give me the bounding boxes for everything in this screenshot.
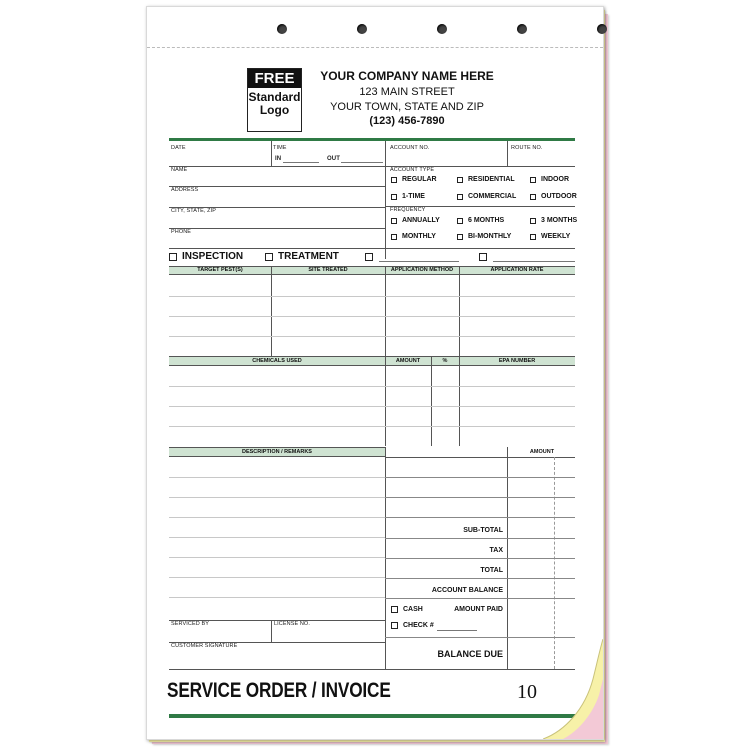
- account-balance-label: ACCOUNT BALANCE: [431, 587, 503, 594]
- divider: [507, 141, 508, 166]
- checkbox-monthly[interactable]: MONTHLY: [391, 233, 436, 240]
- divider: [385, 141, 386, 259]
- chemicals-amount-header: AMOUNT: [395, 358, 421, 364]
- site-treated-header: SITE TREATED: [308, 267, 348, 273]
- city-state-zip-label: CITY, STATE, ZIP: [171, 208, 216, 214]
- ruled-line: [169, 296, 575, 297]
- company-logo: [247, 68, 302, 132]
- frequency-label: FREQUENCY: [390, 207, 426, 213]
- check-number-line[interactable]: [437, 630, 477, 631]
- checkbox[interactable]: [457, 177, 463, 183]
- checkbox-1-time[interactable]: 1-TIME: [391, 193, 425, 200]
- checkbox[interactable]: [530, 234, 536, 240]
- ruled-line: [169, 597, 385, 598]
- amount-paid-label: AMOUNT PAID: [454, 606, 503, 613]
- checkbox-inspection[interactable]: INSPECTION: [169, 251, 243, 262]
- subtotal-label: SUB-TOTAL: [463, 527, 503, 534]
- checkbox-regular[interactable]: REGULAR: [391, 176, 437, 183]
- divider: [385, 477, 575, 478]
- chemicals-used-header: CHEMICALS USED: [252, 358, 302, 364]
- checkbox[interactable]: [391, 218, 397, 224]
- company-phone: (123) 456-7890: [369, 115, 445, 127]
- checkbox-check[interactable]: CHECK #: [391, 622, 434, 629]
- divider: [385, 598, 575, 599]
- ruled-line: [169, 336, 575, 337]
- time-out-label: OUT: [327, 156, 340, 162]
- checkbox-cash[interactable]: CASH: [391, 606, 423, 613]
- logo-logo-text: Logo: [259, 103, 290, 117]
- other-2-line[interactable]: [493, 261, 575, 262]
- divider: [385, 578, 575, 579]
- punch-hole: [277, 24, 287, 34]
- ruled-line: [169, 477, 385, 478]
- application-rate-header: APPLICATION RATE: [490, 267, 544, 273]
- checkbox-residential[interactable]: RESIDENTIAL: [457, 176, 515, 183]
- divider: [385, 266, 386, 356]
- divider: [169, 166, 575, 167]
- ruled-line: [169, 426, 575, 427]
- time-in-line[interactable]: [283, 162, 319, 163]
- checkbox-3-months[interactable]: 3 MONTHS: [530, 217, 577, 224]
- divider: [271, 620, 272, 642]
- ruled-line: [169, 537, 385, 538]
- checkbox-bi-monthly[interactable]: BI-MONTHLY: [457, 233, 511, 240]
- ruled-line: [169, 406, 575, 407]
- other-1-line[interactable]: [379, 261, 459, 262]
- divider: [385, 457, 575, 458]
- checkbox-outdoor[interactable]: OUTDOOR: [530, 193, 577, 200]
- checkbox-6-months[interactable]: 6 MONTHS: [457, 217, 504, 224]
- divider: [385, 538, 575, 539]
- checkbox-treatment[interactable]: TREATMENT: [265, 251, 339, 262]
- divider: [385, 497, 575, 498]
- divider: [385, 558, 575, 559]
- checkbox[interactable]: [391, 177, 397, 183]
- divider: [169, 248, 575, 249]
- divider: [271, 141, 272, 166]
- form-title: SERVICE ORDER / INVOICE: [167, 679, 391, 702]
- checkbox[interactable]: [457, 218, 463, 224]
- balance-due-label: BALANCE DUE: [437, 649, 503, 659]
- tax-label: TAX: [489, 547, 503, 554]
- serviced-by-label: SERVICED BY: [171, 621, 209, 627]
- checkbox[interactable]: [391, 622, 398, 629]
- divider: [169, 186, 385, 187]
- divider: [459, 266, 460, 356]
- checkbox[interactable]: [391, 606, 398, 613]
- punch-hole: [517, 24, 527, 34]
- divider: [385, 517, 575, 518]
- percent-header: %: [442, 358, 448, 364]
- time-in-label: IN: [275, 156, 282, 162]
- time-out-line[interactable]: [341, 162, 383, 163]
- checkbox[interactable]: [365, 253, 373, 261]
- checkbox-other-1[interactable]: [365, 253, 378, 261]
- ruled-line: [169, 316, 575, 317]
- customer-signature-label: CUSTOMER SIGNATURE: [171, 643, 238, 649]
- ruled-line: [169, 517, 385, 518]
- name-label: NAME: [171, 167, 188, 173]
- checkbox-indoor[interactable]: INDOOR: [530, 176, 569, 183]
- ruled-line: [169, 577, 385, 578]
- ruled-line: [169, 386, 575, 387]
- company-city: YOUR TOWN, STATE AND ZIP: [330, 101, 484, 113]
- divider: [431, 356, 432, 446]
- page-curl-icon: [543, 639, 603, 739]
- route-no-label: ROUTE NO.: [511, 145, 543, 151]
- time-label: TIME: [273, 145, 287, 151]
- checkbox-weekly[interactable]: WEEKLY: [530, 233, 570, 240]
- form-number: 10: [517, 681, 537, 703]
- account-type-label: ACCOUNT TYPE: [390, 167, 435, 173]
- divider: [385, 356, 386, 446]
- checkbox[interactable]: [530, 218, 536, 224]
- company-street: 123 MAIN STREET: [359, 86, 455, 98]
- checkbox[interactable]: [265, 253, 273, 261]
- checkbox[interactable]: [530, 194, 536, 200]
- checkbox-other-2[interactable]: [479, 253, 492, 261]
- divider: [169, 669, 575, 670]
- license-no-label: LICENSE NO.: [274, 621, 310, 627]
- checkbox[interactable]: [530, 177, 536, 183]
- logo-standard-text: Standard: [248, 90, 301, 104]
- account-no-label: ACCOUNT NO.: [390, 145, 430, 151]
- checkbox[interactable]: [457, 234, 463, 240]
- date-label: DATE: [171, 145, 186, 151]
- address-label: ADDRESS: [171, 187, 199, 193]
- footer-rule: [169, 714, 575, 718]
- description-amount-header: AMOUNT: [529, 449, 555, 455]
- company-name: YOUR COMPANY NAME HERE: [320, 69, 494, 83]
- header-rule: [169, 138, 575, 141]
- divider: [459, 356, 460, 446]
- checkbox-commercial[interactable]: COMMERCIAL: [457, 193, 516, 200]
- phone-label: PHONE: [171, 229, 192, 235]
- ruled-line: [169, 497, 385, 498]
- divider: [385, 637, 575, 638]
- checkbox[interactable]: [457, 194, 463, 200]
- checkbox[interactable]: [391, 194, 397, 200]
- punch-hole: [357, 24, 367, 34]
- service-order-form: [146, 6, 604, 740]
- perforation-line: [147, 47, 603, 48]
- divider: [271, 266, 272, 356]
- checkbox-annually[interactable]: ANNUALLY: [391, 217, 440, 224]
- application-method-header: APPLICATION METHOD: [390, 267, 454, 273]
- ruled-line: [169, 557, 385, 558]
- total-label: TOTAL: [480, 567, 503, 574]
- punch-hole: [597, 24, 607, 34]
- punch-hole: [437, 24, 447, 34]
- target-pests-header: TARGET PEST(S): [197, 267, 243, 273]
- divider: [169, 228, 385, 229]
- checkbox[interactable]: [391, 234, 397, 240]
- epa-number-header: EPA NUMBER: [498, 358, 536, 364]
- description-remarks-header: DESCRIPTION / REMARKS: [242, 449, 312, 455]
- checkbox[interactable]: [479, 253, 487, 261]
- logo-free-text: FREE: [248, 69, 301, 88]
- checkbox[interactable]: [169, 253, 177, 261]
